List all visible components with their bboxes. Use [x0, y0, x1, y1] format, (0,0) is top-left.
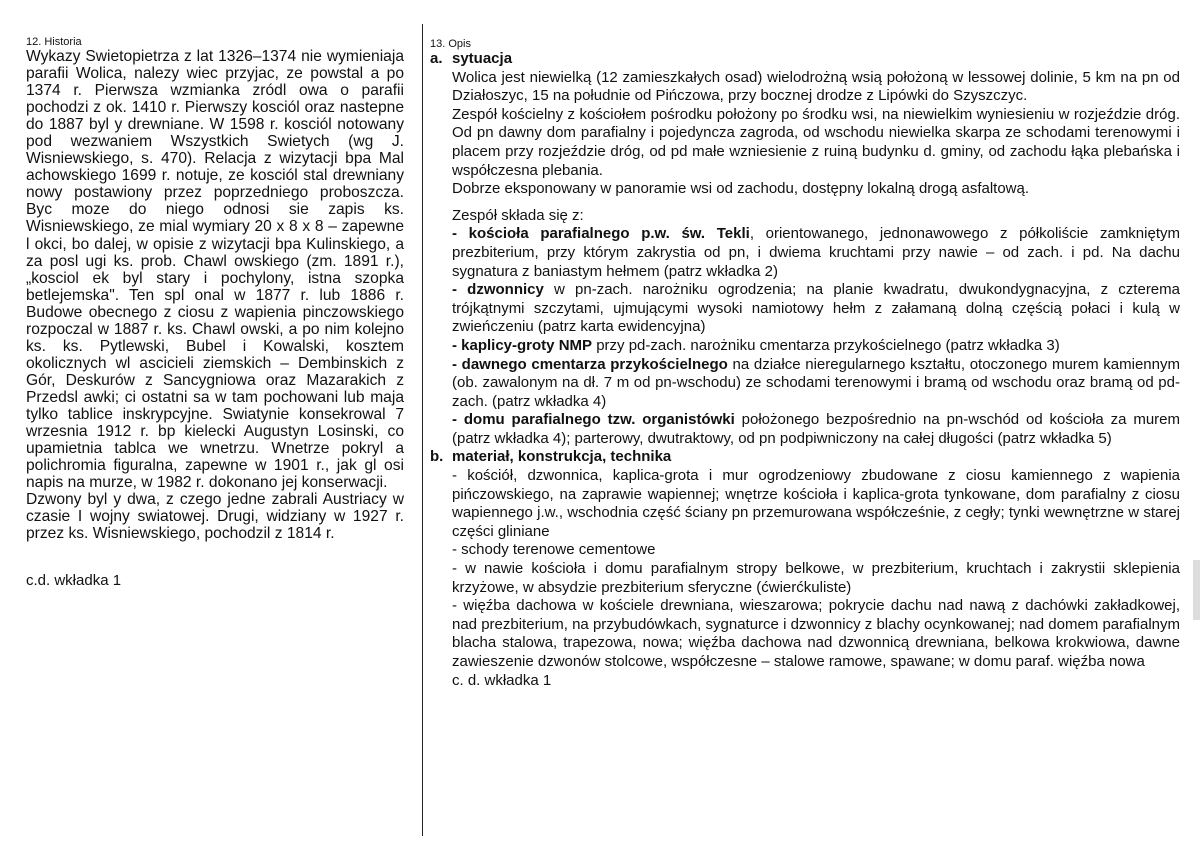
list-item — [452, 281, 1180, 337]
scan-edge-mark — [1193, 560, 1200, 620]
history-text — [26, 48, 404, 542]
item-bold: - domu parafialnego tzw. organistówki — [452, 411, 735, 429]
item-bold: - dzwonnicy — [452, 281, 544, 299]
section-historia — [26, 36, 404, 589]
item-text: , orientowanego, jednonawowego z półkoliście zamkniętym prezbiterium, przy którym zakrystia od pn, i dwiema kruchtami przy nawie – od zach. i pd. Na dachu sygnatura z baniastym hełmem (patrz wkładka 2) — [452, 225, 1180, 280]
material-paragraph: - więźba dachowa w kościele drewniana, wieszarowa; pokrycie dachu nad nawą z dachówki zakładkowej, nad prezbiterium, na przybudówkach, sygnaturce i dzwonnicy z blachy ocynkowanej; nad domem parafialnym blacha stalowa, trapezowa, nowa; więźba dachowa nad dzwonnicą drewniana, belkowa krokwiowa, dawne zawieszenie dzwonów stolcowe, współczesne – stalowe ramowe, spawane; w domu paraf. więźba nowa — [452, 597, 1180, 670]
sytuacja-paragraph: Zespół kościelny z kościołem pośrodku położony po środku wsi, na niewielkim wyniesieniu w rozjeździe dróg. Od pn dawny dom parafialny i pojedyncza zagroda, od wschodu niewielka skarpa ze schodami terenowymi i placem przy rozjeździe dróg, od pd małe wzniesienie z ruiną budynku d. gminy, od zachodu łąka plebańska i współczesna plebania. — [452, 105, 1180, 179]
item-bold: - kościoła parafialnego p.w. św. Tekli — [452, 225, 750, 243]
item-bold: - dawnego cmentarza przykościelnego — [452, 355, 728, 373]
list-item — [452, 337, 1180, 356]
list-item — [452, 356, 1180, 412]
heading-letter: a. — [430, 50, 443, 67]
item-text: położonego bezpośrednio na pn-wschód od kościoła za murem (patrz wkładka 4); parterowy, dwutraktowy, od pn podpiwniczony na całej długości (patrz wkładka 5) — [452, 411, 1180, 447]
list-item — [452, 411, 1180, 448]
item-text: przy pd-zach. narożniku cmentarza przykościelnego (patrz wkładka 3) — [592, 336, 1060, 354]
item-text: w pn-zach. narożniku ogrodzenia; na planie kwadratu, dwukondygnacyjna, z czterema trójkątnymi szczytami, ujmującymi wysoki namiotowy hełm z załamaną dolną częścią połaci i kulą w zwieńczeniu (patrz karta ewidencyjna) — [452, 281, 1180, 336]
material-paragraph: - w nawie kościoła i domu parafialnym stropy belkowe, w prezbiterium, kruchtach i zakrystii sklepienia krzyżowe, w absydzie prezbiterium sferyczne (ćwierćkuliste) — [452, 560, 1180, 596]
item-text: na działce nieregularnego kształtu, otoczonego murem kamiennym (ob. zawalonym na dł. 7 m od pn-wschodu) ze schodami terenowymi i bramą od wschodu oraz bramą od pd-zach. (patrz wkładka 4) — [452, 355, 1180, 410]
material-body — [430, 467, 1180, 672]
history-paragraph: Wykazy Swietopietrza z lat 1326–1374 nie wymieniaja parafii Wolica, nalezy wiec przyjac, ze powstal a po 1374 r. Pierwsza wzmianka zródl owa o parafii pochodzi z ok. 1410 r. Pierwszy kosciól oraz nastepne do 1887 byl y drewniane. W 1598 r. kosciól notowany pod wezwaniem Wszystkich Swietych (wg J. Wisniewskiego, s. 470). Relacja z wizytacji bpa Mal achowskiego 1699 r. notuje, ze kosciól stal drewniany nowy postawiony przez poprzedniego proboszcza. Byc moze do niego odnosi sie zapis ks. Wisniewskiego, ze mial wymiary 20 x 8 x 8 – zapewne l okci, bo dalej, w opisie z wizytacji bpa Kulinskiego, a za posl ugi ks. prob. Chawl owskiego (zm. 1891 r.), „kosciol ek byl stary i pochylony, istna szopka betlejemska". Ten spl onal w 1877 r. lub 1886 r. Budowe obecnego z ciosu z wapienia pinczowskiego rozpoczal w 1887 r. ks. Chawl owski, a po nim kolejno ks. ks. Pytlewski, Bubel i Kowalski, kosztem okolicznych wl ascicieli ziemskich – Dembinskich z Gór, Deskurów z Sancygniowa oraz Mazarakich z Przedsl awki; ci ostatni sa w tam pochowani lub maja tylko tablice inskrypcyjne. Swiatynie konsekrowal 7 wrzesnia 1912 r. bp kielecki Augustyn Losinski, co upamietnia tablca we wnetrzu. Wnetrze pokryl a polichromia figuralna, zapewne w 1901 r., jak gl osi napis na murze, w 1982 r. dokonano jej konserwacji. — [26, 48, 404, 492]
history-paragraph: Dzwony byl y dwa, z czego jedne zabrali Austriacy w czasie I wojny swiatowej. Drugi, widziany w 1927 r. przez ks. Wisniewskiego, pochodzil z 1814 r. — [26, 491, 404, 543]
heading-sytuacja — [430, 50, 1180, 69]
continued-note-left: c.d. wkładka 1 — [26, 572, 122, 590]
sytuacja-paragraph: Wolica jest niewielką (12 zamieszkałych osad) wielodrożną wsią położoną w lessowej dolinie, 5 km na pn od Działoszyc, 15 na południe od Pińczowa, przy bocznej drodze z Lipówki do Szyszczyc. — [452, 68, 1180, 105]
heading-title: materiał, konstrukcja, technika — [452, 448, 672, 466]
section-label-opis: 13. Opis — [430, 38, 471, 50]
material-paragraph: - schody terenowe cementowe — [452, 541, 656, 559]
heading-title: sytuacja — [452, 50, 513, 67]
item-bold: - kaplicy-groty NMP — [452, 336, 593, 354]
heading-letter: b. — [430, 448, 444, 466]
sytuacja-paragraph: Zespół składa się z: — [452, 206, 584, 224]
sytuacja-paragraph: Dobrze eksponowany w panoramie wsi od zachodu, dostępny lokalną drogą asfaltową. — [452, 180, 1030, 198]
material-paragraph: - kościół, dzwonnica, kaplica-grota i mur ogrodzeniowy zbudowane z ciosu kamiennego z wapienia pińczowskiego, na zaprawie wapiennej; wnętrze kościoła i kaplica-grota tynkowane, dom parafialny z ciosu wapiennego j.w., wschodnia część ściany pn przemurowana współcześnie, z cegły; tynki wewnętrzne w starej części gliniane — [452, 467, 1180, 540]
column-divider — [422, 24, 423, 836]
sytuacja-body — [430, 69, 1180, 449]
continued-note-right: c. d. wkładka 1 — [452, 671, 552, 689]
section-opis — [430, 38, 1180, 690]
list-item — [452, 225, 1180, 281]
section-label-historia: 12. Historia — [26, 36, 82, 48]
heading-material — [430, 448, 1180, 467]
